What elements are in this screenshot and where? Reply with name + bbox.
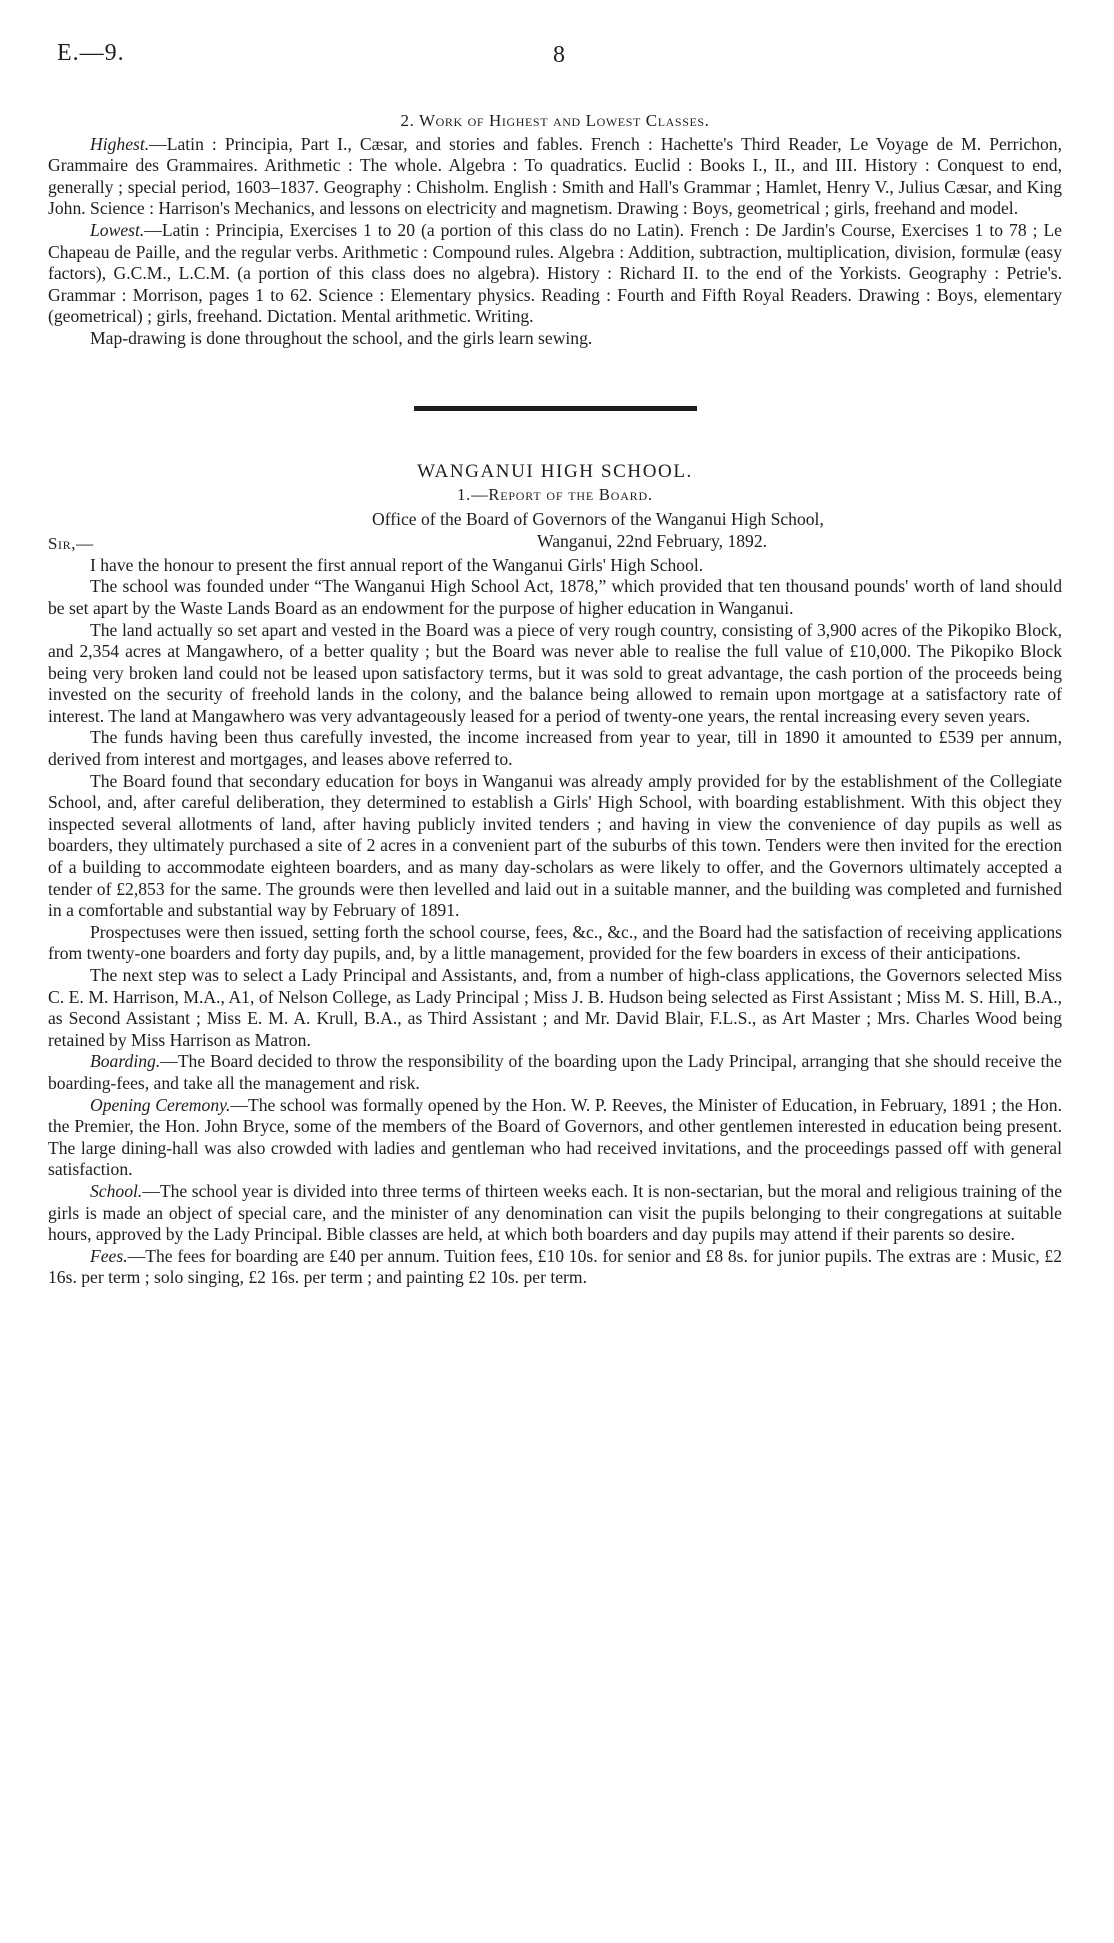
paragraph-text: The school was founded under “The Wanganui High School Act, 1878,” which provided that ten thousand pounds' worth of land should be set apart by the Waste Lands Board as an endowment for the purpose of higher education in Wanganui. (48, 576, 1062, 618)
paragraph-text: Prospectuses were then issued, setting forth the school course, fees, &c., &c., and the Board had the satisfaction of receiving applications from twenty-one boarders and forty day pupils, and, by a little management, provided for the few boarders in excess of their anticipations. (48, 921, 1062, 964)
paragraph-text: —The school year is divided into three terms of thirteen weeks each. It is non-sectarian, but the moral and religious training of the girls is made an object of special care, and the minister of any denomination can visit the pupils belonging to their congregations at suitable hours, approved by the Lady Principal. Bible classes are held, at which both boarders and day pupils may attend if their parents so desire. (48, 1180, 1062, 1245)
report-paragraph (48, 1181, 1062, 1246)
page-number: 8 (553, 42, 565, 68)
letter-address-block (48, 509, 1062, 555)
paragraph-label: Fees. (90, 1245, 128, 1266)
paragraph-text: The funds having been thus carefully invested, the income increased from year to year, till in 1890 it amounted to £539 per annum, derived from interest and mortgages, and leases above referred to. (48, 727, 1062, 770)
date-line: Wanganui, 22nd February, 1892. (537, 530, 768, 551)
paragraph-label: School. (90, 1180, 143, 1201)
highest-label: Highest. (90, 133, 150, 154)
page-content (48, 110, 1062, 1289)
report-paragraph (48, 965, 1062, 1051)
report-paragraph (48, 771, 1062, 922)
office-line: Office of the Board of Governors of the Wanganui High School, (372, 508, 824, 529)
report-paragraph (48, 922, 1062, 965)
paragraph-label: Boarding. (90, 1051, 161, 1072)
page-reference: E.—9. (57, 40, 125, 66)
paragraph-text: —The fees for boarding are £40 per annum. Tuition fees, £10 10s. for senior and £8 8s. for junior pupils. The extras are : Music, £2 16s. per term ; solo singing, £2 16s. per term ; and painting £2 10s. per term. (48, 1245, 1062, 1288)
report-paragraph (48, 576, 1062, 619)
report-title: 1.—Report of the Board. (457, 485, 653, 505)
section-divider (414, 406, 697, 411)
lowest-class-paragraph (48, 220, 1062, 328)
report-paragraph (48, 620, 1062, 728)
paragraph-text: The land actually so set apart and vested in the Board was a piece of very rough country, consisting of 3,900 acres of the Pikopiko Block, and 2,354 acres at Mangawhero, of a better quality ; but the Board was never able to realise the full value of £10,000. The Pikopiko Block being very broken land could not be leased upon satisfactory terms, but it was sold to great advantage, the cash portion of the proceeds being invested on the security of freehold lands in the colony, and the balance being allowed to remain upon mortgage at a satisfactory rate of interest. The land at Mangawhero was very advantageously leased for a period of twenty-one years, the rental increasing every seven years. (48, 619, 1062, 726)
highest-text: —Latin : Principia, Part I., Cæsar, and stories and fables. French : Hachette's Third Reader, Le Voyage de M. Perrichon, Grammaire des Grammaires. Arithmetic : The whole. Algebra : To quadratics. Euclid : Books I., II., and III. History : Conquest to end, generally ; special period, 1603–1837. Geography : Chisholm. English : Smith and Hall's Grammar ; Hamlet, Henry V., Julius Cæsar, and King John. Science : Harrison's Mechanics, and lessons on electricity and magnetism. Drawing : Boys, geometrical ; girls, freehand and model. (48, 133, 1062, 219)
map-drawing-paragraph: Map-drawing is done throughout the school, and the girls learn sewing. (90, 327, 593, 348)
highest-class-paragraph (48, 134, 1062, 220)
paragraph-text: —The school was formally opened by the Hon. W. P. Reeves, the Minister of Education, in February, 1891 ; the Hon. the Premier, the Hon. John Bryce, some of the members of the Board of Governors, and other gentlemen interested in education being present. The large dining-hall was also crowded with ladies and gentleman who had received invitations, and the proceedings passed off with general satisfaction. (48, 1094, 1063, 1180)
paragraph-text: —The Board decided to throw the responsibility of the boarding upon the Lady Principal, arranging that she should receive the boarding-fees, and take all the management and risk. (48, 1051, 1062, 1093)
report-paragraph (48, 1246, 1062, 1289)
report-paragraph (48, 727, 1062, 770)
paragraph-text: The next step was to select a Lady Principal and Assistants, and, from a number of high-class applications, the Governors selected Miss C. E. M. Harrison, M.A., A1, of Nelson College, as Lady Principal ; Miss J. B. Hudson being selected as First Assistant ; Miss M. S. Hill, B.A., as Second Assistant ; Miss E. M. A. Krull, B.A., as Third Assistant ; and Mr. David Blair, F.L.S., as Art Master ; Mrs. Charles Wood being retained by Miss Harrison as Matron. (48, 965, 1062, 1050)
lowest-text: —Latin : Principia, Exercises 1 to 20 (a portion of this class do no Latin). French : De Jardin's Course, Exercises 1 to 78 ; Le Chapeau de Paille, and the regular verbs. Arithmetic : Compound rules. Algebra : Addition, subtraction, multiplication, division, formulæ (easy factors), G.C.M., L.C.M. (a portion of this class does no algebra). History : Richard II. to the end of the Yorkists. Geography : Petrie's. Grammar : Morrison, pages 1 to 62. Science : Elementary physics. Reading : Fourth and Fifth Royal Readers. Drawing : Boys, elementary (geometrical) ; girls, freehand. Dictation. Mental arithmetic. Writing. (48, 219, 1062, 327)
section-heading-work-of-classes: 2. Work of Highest and Lowest Classes. (400, 111, 710, 130)
lowest-label: Lowest. (90, 219, 145, 240)
salutation: Sir,— (48, 533, 94, 553)
report-paragraph (48, 555, 1062, 577)
paragraph-text: The Board found that secondary education for boys in Wanganui was already amply provided for by the establishment of the Collegiate School, and, after careful deliberation, they determined to establish a Girls' High School, with boarding establishment. With this object they inspected several allotments of land, after having publicly invited tenders ; and having in view the convenience of day pupils as well as boarders, they ultimately purchased a site of 2 acres in a convenient part of the suburbs of this town. Tenders were then invited for the erection of a building to accommodate eighteen boarders, and as many day-scholars as were likely to offer, and the Governors ultimately accepted a tender of £2,853 for the same. The grounds were then levelled and laid out in a suitable manner, and the building was completed and furnished in a comfortable and substantial way by February of 1891. (48, 770, 1062, 921)
school-title: WANGANUI HIGH SCHOOL. (417, 460, 693, 482)
paragraph-text: I have the honour to present the first annual report of the Wanganui Girls' High School. (90, 554, 704, 575)
report-paragraph (48, 1095, 1062, 1181)
paragraph-label: Opening Ceremony. (90, 1094, 231, 1115)
report-paragraph (48, 1051, 1062, 1094)
